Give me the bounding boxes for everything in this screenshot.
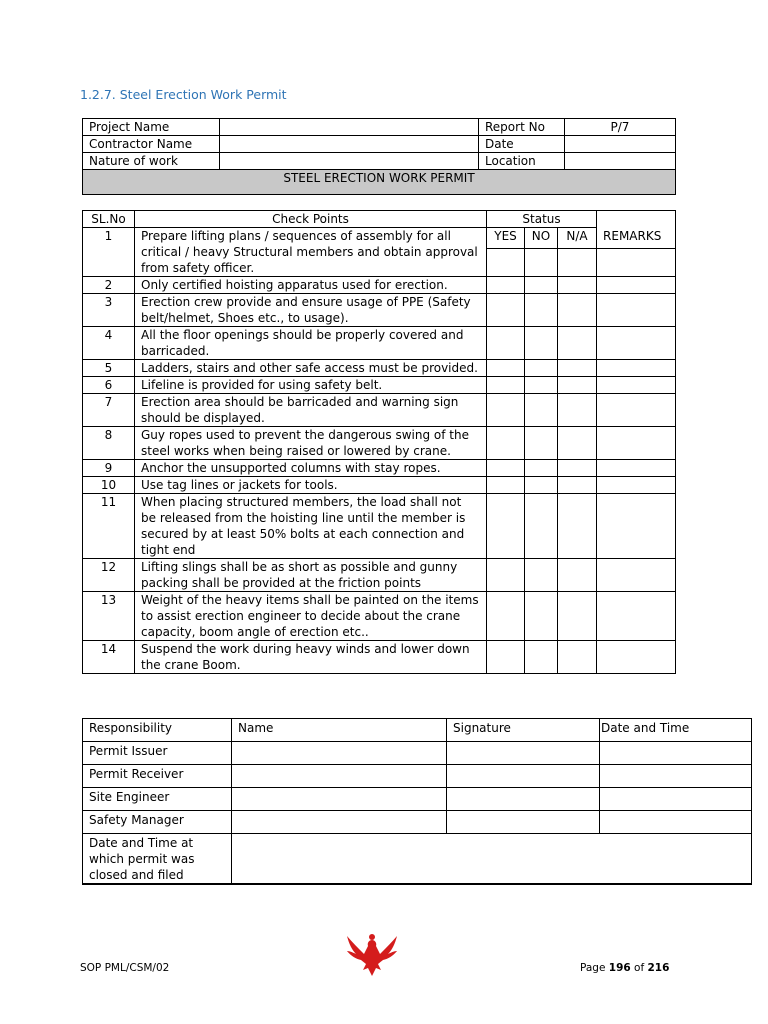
status-no-cell[interactable] bbox=[525, 592, 558, 641]
item-text: Weight of the heavy items shall be painted on the items to assist erection engineer to decide about the crane capacity, boom angle of erection etc.. bbox=[135, 592, 487, 641]
table-row bbox=[83, 811, 752, 834]
date-label: Date bbox=[479, 136, 565, 153]
status-no-cell[interactable] bbox=[525, 559, 558, 592]
section-heading: 1.2.7. Steel Erection Work Permit bbox=[80, 87, 287, 102]
item-text: Prepare lifting plans / sequences of assembly for all critical / heavy Structural members and obtain approval from safety officer. bbox=[135, 228, 487, 277]
col-header-check-points: Check Points bbox=[135, 211, 487, 228]
col-header-slno: SL.No bbox=[83, 211, 135, 228]
table-row bbox=[83, 834, 752, 885]
remarks-cell[interactable] bbox=[597, 277, 676, 294]
status-na-cell[interactable] bbox=[558, 427, 597, 460]
status-na-cell[interactable] bbox=[558, 294, 597, 327]
status-no-cell[interactable] bbox=[525, 477, 558, 494]
name-cell[interactable] bbox=[232, 788, 447, 811]
item-number: 12 bbox=[83, 559, 135, 592]
status-yes-cell[interactable] bbox=[487, 477, 525, 494]
table-row bbox=[83, 460, 676, 477]
item-number: 10 bbox=[83, 477, 135, 494]
project-name-value[interactable] bbox=[220, 119, 479, 136]
status-no-cell[interactable] bbox=[525, 460, 558, 477]
table-row bbox=[83, 559, 676, 592]
col-header-signature: Signature bbox=[447, 719, 600, 742]
page-word: Page bbox=[580, 962, 606, 974]
table-row bbox=[83, 788, 752, 811]
status-na-cell[interactable] bbox=[558, 360, 597, 377]
report-no-label: Report No bbox=[479, 119, 565, 136]
page-number bbox=[580, 962, 669, 974]
of-word: of bbox=[634, 962, 645, 974]
col-header-no: NO bbox=[525, 228, 558, 249]
report-no-value: P/7 bbox=[565, 119, 676, 136]
status-na-cell[interactable] bbox=[558, 477, 597, 494]
contractor-name-label: Contractor Name bbox=[83, 136, 220, 153]
nature-of-work-label: Nature of work bbox=[83, 153, 220, 170]
status-yes-cell[interactable] bbox=[487, 592, 525, 641]
item-text: Use tag lines or jackets for tools. bbox=[135, 477, 487, 494]
status-no-cell[interactable] bbox=[525, 494, 558, 559]
responsibility-role: Permit Receiver bbox=[83, 765, 232, 788]
status-na-cell[interactable] bbox=[558, 592, 597, 641]
status-yes-cell[interactable] bbox=[487, 559, 525, 592]
status-yes-cell[interactable] bbox=[487, 494, 525, 559]
status-yes-cell[interactable] bbox=[487, 277, 525, 294]
status-yes-cell[interactable] bbox=[487, 360, 525, 377]
status-no-cell[interactable] bbox=[525, 327, 558, 360]
name-cell[interactable] bbox=[232, 765, 447, 788]
remarks-cell[interactable] bbox=[597, 360, 676, 377]
location-label: Location bbox=[479, 153, 565, 170]
table-row bbox=[83, 327, 676, 360]
remarks-cell[interactable] bbox=[597, 494, 676, 559]
signature-cell[interactable] bbox=[447, 742, 600, 765]
col-header-remarks: REMARKS bbox=[597, 228, 676, 249]
remarks-cell[interactable] bbox=[597, 592, 676, 641]
status-no-cell[interactable] bbox=[525, 377, 558, 394]
status-yes-cell[interactable] bbox=[487, 294, 525, 327]
status-na-cell[interactable] bbox=[558, 377, 597, 394]
contractor-name-value[interactable] bbox=[220, 136, 479, 153]
item-number: 7 bbox=[83, 394, 135, 427]
closing-label: Date and Time at which permit was closed and filed bbox=[83, 834, 232, 885]
status-na-cell[interactable] bbox=[558, 641, 597, 674]
status-yes-cell[interactable] bbox=[487, 249, 525, 277]
status-na-cell[interactable] bbox=[558, 277, 597, 294]
status-yes-cell[interactable] bbox=[487, 641, 525, 674]
item-number: 11 bbox=[83, 494, 135, 559]
item-number: 4 bbox=[83, 327, 135, 360]
permit-banner: STEEL ERECTION WORK PERMIT bbox=[83, 170, 676, 195]
status-no-cell[interactable] bbox=[525, 394, 558, 427]
item-number: 8 bbox=[83, 427, 135, 460]
remarks-cell[interactable] bbox=[597, 394, 676, 427]
date-time-cell[interactable] bbox=[600, 788, 752, 811]
status-na-cell[interactable] bbox=[558, 249, 597, 277]
checklist-table bbox=[82, 210, 676, 674]
item-number: 14 bbox=[83, 641, 135, 674]
status-yes-cell[interactable] bbox=[487, 394, 525, 427]
status-na-cell[interactable] bbox=[558, 494, 597, 559]
item-number: 9 bbox=[83, 460, 135, 477]
table-row bbox=[83, 294, 676, 327]
col-header-blank bbox=[597, 211, 676, 228]
col-header-responsibility: Responsibility bbox=[83, 719, 232, 742]
remarks-cell[interactable] bbox=[597, 327, 676, 360]
remarks-cell[interactable] bbox=[597, 427, 676, 460]
item-number: 13 bbox=[83, 592, 135, 641]
status-na-cell[interactable] bbox=[558, 327, 597, 360]
name-cell[interactable] bbox=[232, 742, 447, 765]
item-number: 5 bbox=[83, 360, 135, 377]
col-header-yes: YES bbox=[487, 228, 525, 249]
status-yes-cell[interactable] bbox=[487, 427, 525, 460]
status-no-cell[interactable] bbox=[525, 294, 558, 327]
col-header-status: Status bbox=[487, 211, 597, 228]
remarks-cell[interactable] bbox=[597, 377, 676, 394]
remarks-cell[interactable] bbox=[597, 294, 676, 327]
table-row bbox=[83, 592, 676, 641]
responsibility-role: Permit Issuer bbox=[83, 742, 232, 765]
date-time-cell[interactable] bbox=[600, 811, 752, 834]
name-cell[interactable] bbox=[232, 811, 447, 834]
table-row bbox=[83, 765, 752, 788]
col-header-name: Name bbox=[232, 719, 447, 742]
responsibility-role: Safety Manager bbox=[83, 811, 232, 834]
table-row bbox=[83, 641, 676, 674]
table-row bbox=[83, 377, 676, 394]
status-no-cell[interactable] bbox=[525, 641, 558, 674]
signature-cell[interactable] bbox=[447, 765, 600, 788]
location-value[interactable] bbox=[565, 153, 676, 170]
closing-date-time-cell[interactable] bbox=[232, 834, 752, 885]
remarks-cell[interactable] bbox=[597, 559, 676, 592]
table-row bbox=[83, 228, 676, 249]
item-text: Ladders, stairs and other safe access must be provided. bbox=[135, 360, 487, 377]
item-text: Anchor the unsupported columns with stay ropes. bbox=[135, 460, 487, 477]
item-text: When placing structured members, the load shall not be released from the hoisting line until the member is secured by at least 50% bolts at each connection and tight end bbox=[135, 494, 487, 559]
phoenix-logo-icon bbox=[346, 932, 398, 976]
status-na-cell[interactable] bbox=[558, 394, 597, 427]
status-no-cell[interactable] bbox=[525, 360, 558, 377]
page-current: 196 bbox=[608, 962, 631, 974]
status-yes-cell[interactable] bbox=[487, 377, 525, 394]
item-text: Lifeline is provided for using safety belt. bbox=[135, 377, 487, 394]
table-row bbox=[83, 277, 676, 294]
status-yes-cell[interactable] bbox=[487, 327, 525, 360]
page-total: 216 bbox=[647, 962, 670, 974]
table-row bbox=[83, 360, 676, 377]
table-row bbox=[83, 742, 752, 765]
item-number: 2 bbox=[83, 277, 135, 294]
responsibility-table bbox=[82, 718, 752, 885]
remarks-cell[interactable] bbox=[597, 641, 676, 674]
table-row bbox=[83, 394, 676, 427]
status-yes-cell[interactable] bbox=[487, 460, 525, 477]
nature-of-work-value[interactable] bbox=[220, 153, 479, 170]
table-row bbox=[83, 494, 676, 559]
status-no-cell[interactable] bbox=[525, 277, 558, 294]
signature-cell[interactable] bbox=[447, 788, 600, 811]
item-number: 1 bbox=[83, 228, 135, 277]
date-time-cell[interactable] bbox=[600, 742, 752, 765]
responsibility-role: Site Engineer bbox=[83, 788, 232, 811]
status-no-cell[interactable] bbox=[525, 249, 558, 277]
col-header-date-time: Date and Time bbox=[600, 719, 752, 742]
item-text: Erection crew provide and ensure usage of PPE (Safety belt/helmet, Shoes etc., to usage). bbox=[135, 294, 487, 327]
doc-code: SOP PML/CSM/02 bbox=[80, 962, 170, 974]
remarks-cell[interactable] bbox=[597, 249, 676, 277]
permit-header-table bbox=[82, 118, 676, 195]
status-no-cell[interactable] bbox=[525, 427, 558, 460]
remarks-cell[interactable] bbox=[597, 477, 676, 494]
col-header-na: N/A bbox=[558, 228, 597, 249]
status-na-cell[interactable] bbox=[558, 460, 597, 477]
item-number: 6 bbox=[83, 377, 135, 394]
item-text: Lifting slings shall be as short as possible and gunny packing shall be provided at the friction points bbox=[135, 559, 487, 592]
item-text: Guy ropes used to prevent the dangerous swing of the steel works when being raised or lowered by crane. bbox=[135, 427, 487, 460]
signature-cell[interactable] bbox=[447, 811, 600, 834]
remarks-cell[interactable] bbox=[597, 460, 676, 477]
date-time-cell[interactable] bbox=[600, 765, 752, 788]
status-na-cell[interactable] bbox=[558, 559, 597, 592]
item-text: Erection area should be barricaded and warning sign should be displayed. bbox=[135, 394, 487, 427]
item-text: Only certified hoisting apparatus used for erection. bbox=[135, 277, 487, 294]
table-row bbox=[83, 427, 676, 460]
item-text: All the floor openings should be properly covered and barricaded. bbox=[135, 327, 487, 360]
date-value[interactable] bbox=[565, 136, 676, 153]
table-row bbox=[83, 477, 676, 494]
item-text: Suspend the work during heavy winds and lower down the crane Boom. bbox=[135, 641, 487, 674]
item-number: 3 bbox=[83, 294, 135, 327]
project-name-label: Project Name bbox=[83, 119, 220, 136]
